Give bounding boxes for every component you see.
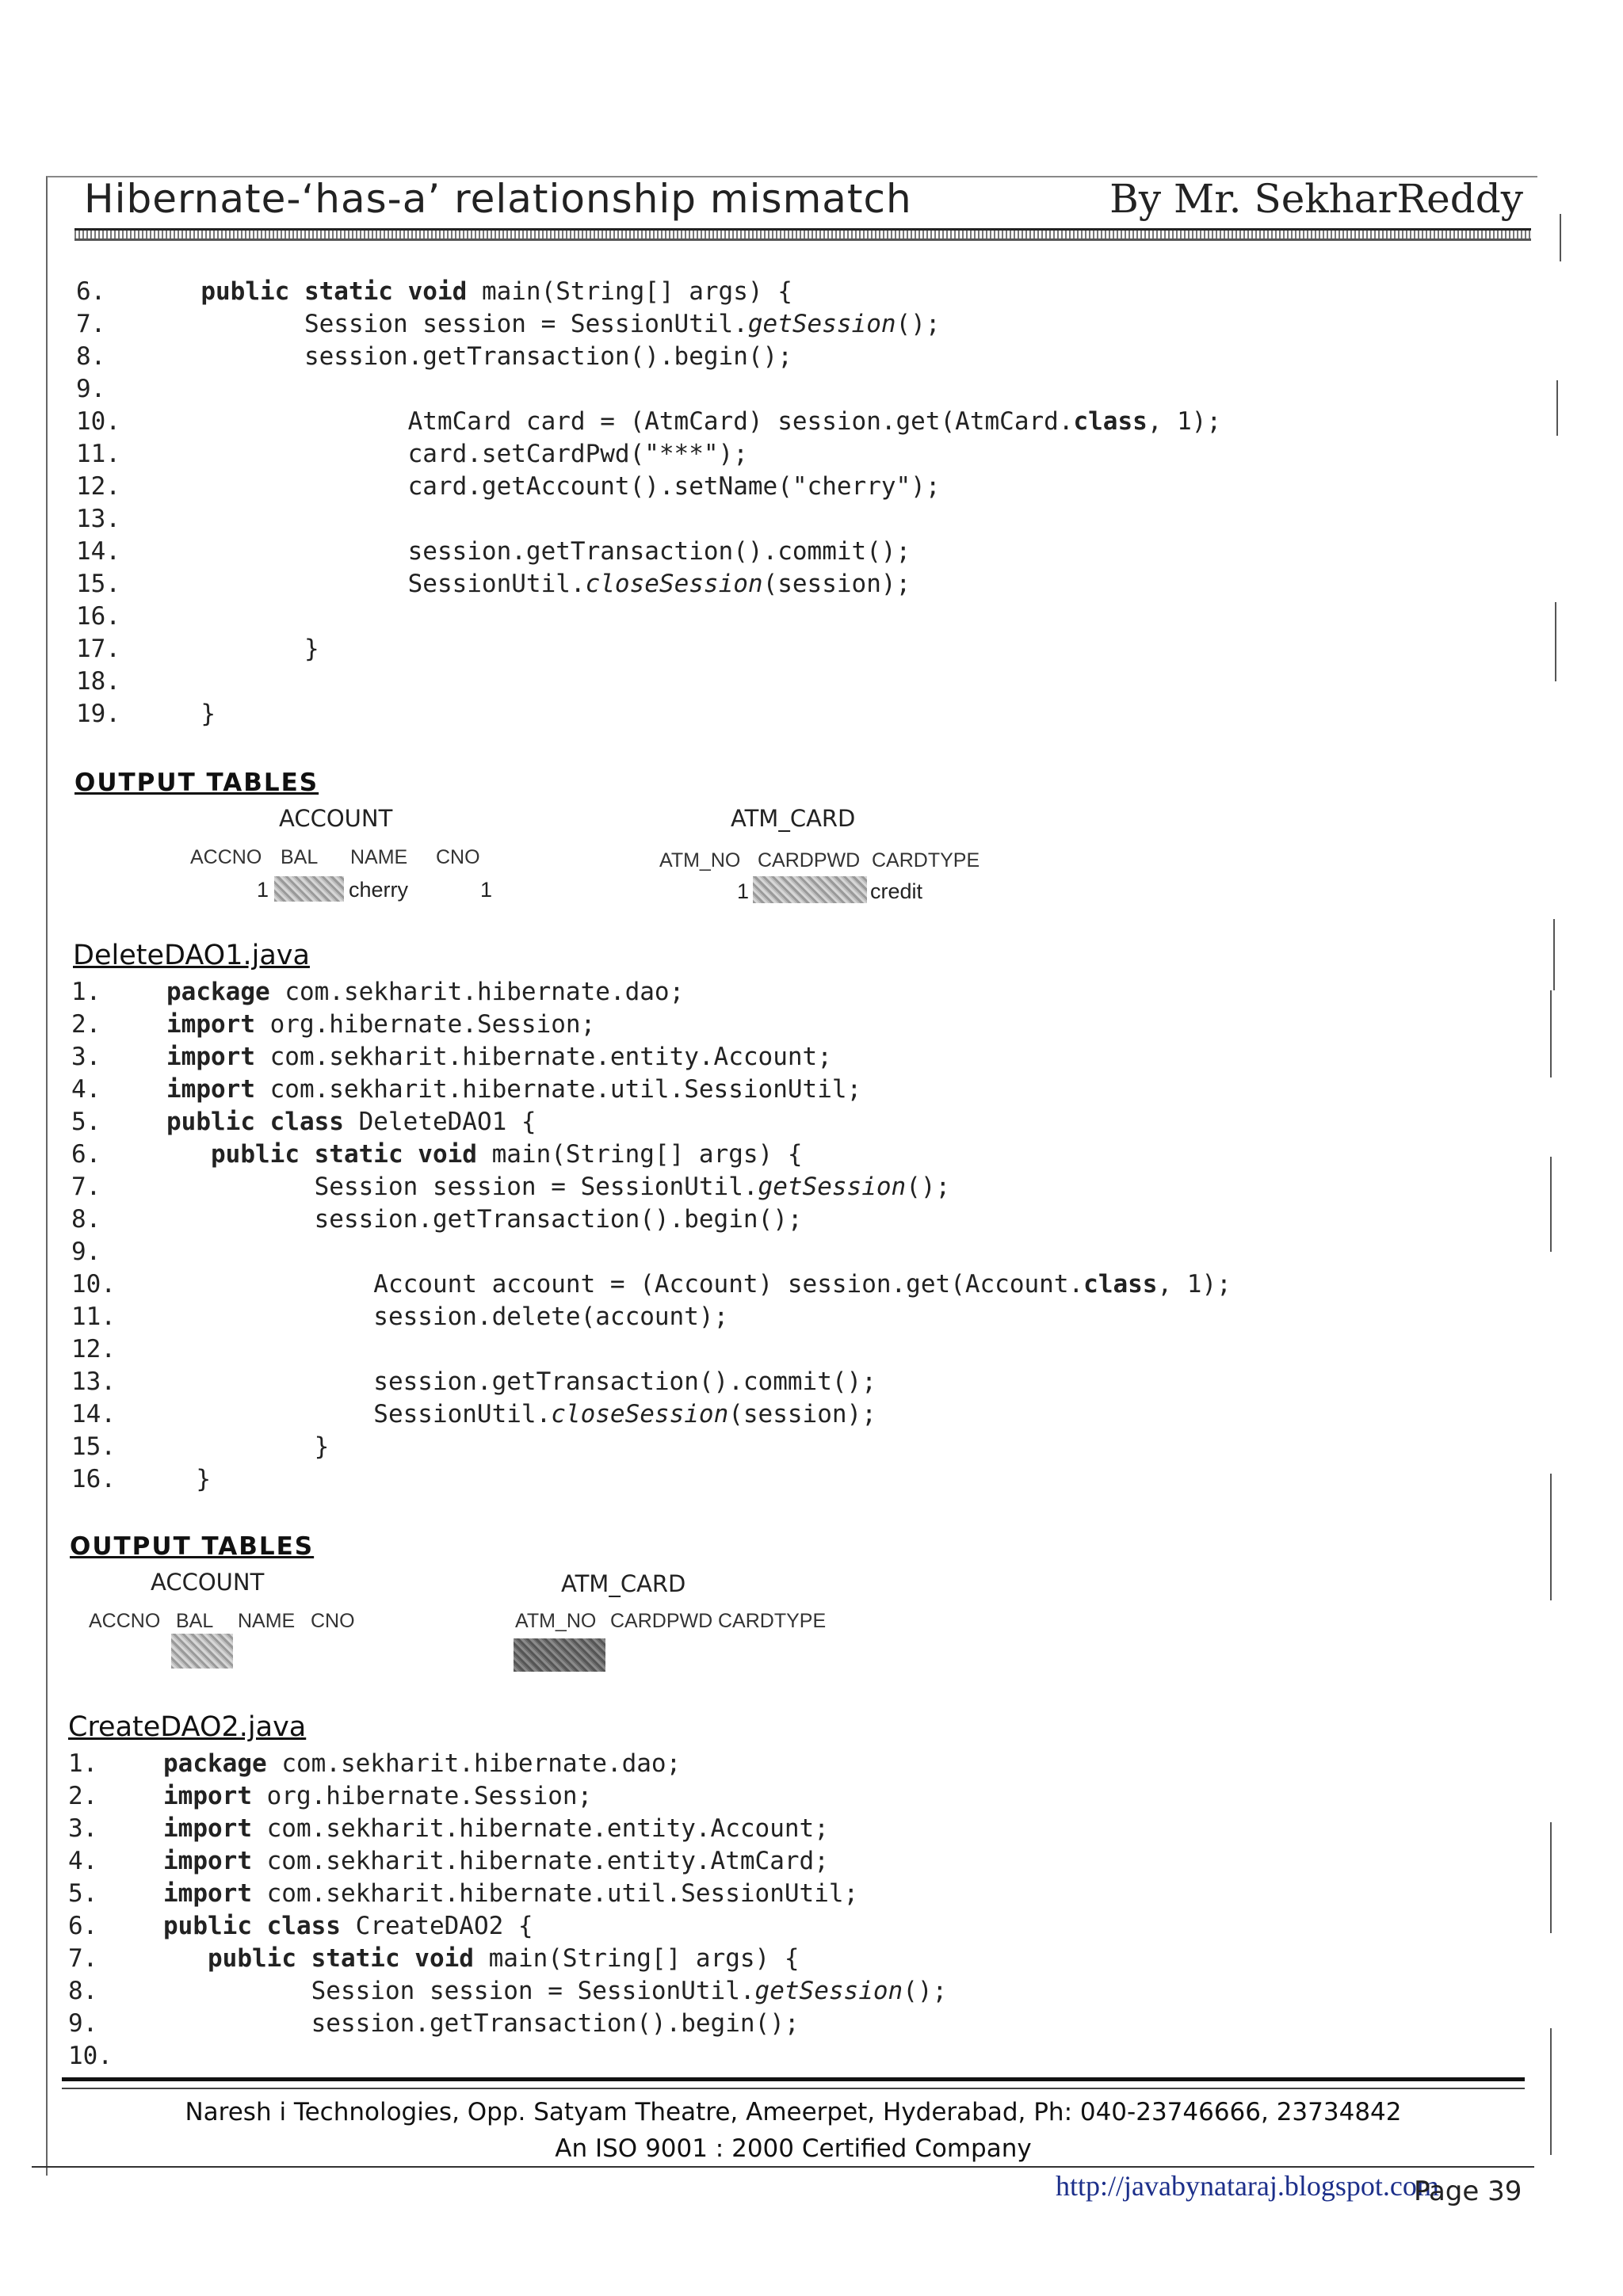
code-token: public static void [211, 1140, 477, 1169]
create-dao-code-block [68, 1748, 947, 2073]
atm-col-cardpwd: CARDPWD [758, 849, 861, 871]
account-empty-row-masked [171, 1634, 233, 1669]
footer-certification: An ISO 9001 : 2000 Certified Company [555, 2134, 1032, 2163]
code-token: public static void [208, 1944, 474, 1973]
line-number: 2. [68, 1782, 98, 1810]
code-token: com.sekharit.hibernate.util.SessionUtil; [251, 1879, 859, 1908]
code-token: session.getTransaction().begin(); [163, 2009, 800, 2038]
code-token: com.sekharit.hibernate.entity.Account; [251, 1814, 829, 1843]
line-number: 19. [76, 700, 120, 728]
code-token: (session); [728, 1400, 876, 1428]
code-token: import [166, 1043, 255, 1071]
code-line [71, 1106, 1232, 1138]
footer-address: Naresh i Technologies, Opp. Satyam Theatre, Ameerpet, Hyderabad, Ph: 040-23746666, 23734842 [185, 2098, 1402, 2126]
code-line [76, 601, 1221, 633]
code-token: } [171, 635, 319, 663]
footer-rule [62, 2077, 1525, 2089]
code-line [71, 1074, 1232, 1106]
code-line [76, 666, 1221, 698]
account-table-title-2: ACCOUNT [151, 1569, 265, 1596]
code-line [76, 503, 1221, 536]
code-token: SessionUtil. [166, 1400, 552, 1428]
atm-cell-atm-no: 1 [737, 879, 750, 903]
code-token: import [163, 1847, 252, 1875]
line-number: 6. [71, 1140, 101, 1169]
code-token: org.hibernate.Session; [254, 1010, 596, 1039]
line-number: 9. [68, 2009, 98, 2038]
code-token: DeleteDAO1 { [343, 1108, 537, 1136]
code-token: getSession [754, 1977, 903, 2005]
code-line [71, 976, 1232, 1009]
scan-edge-mark [1556, 380, 1558, 436]
code-token: Session session = SessionUtil. [163, 1977, 755, 2005]
line-number: 12. [76, 472, 120, 501]
account-col-bal-2: BAL [176, 1610, 214, 1632]
line-number: 8. [71, 1205, 101, 1234]
code-token: AtmCard card = (AtmCard) session.get(AtmCard. [171, 407, 1074, 436]
code-token: import [166, 1075, 255, 1104]
line-number: 13. [71, 1367, 116, 1396]
code-token: import [163, 1879, 252, 1908]
code-line [68, 1878, 947, 1910]
code-line [68, 1910, 947, 1943]
code-line [68, 2040, 947, 2073]
account-cell-cno: 1 [480, 878, 493, 902]
atm-cell-cardpwd-masked [753, 876, 867, 903]
line-number: 11. [76, 440, 120, 468]
code-token: session.getTransaction().commit(); [171, 537, 911, 566]
line-number: 9. [76, 375, 106, 403]
code-token: com.sekharit.hibernate.util.SessionUtil; [254, 1075, 862, 1104]
code-token: Account account = (Account) session.get(Account. [166, 1270, 1084, 1299]
code-line [71, 1366, 1232, 1398]
create-dao-file-heading: CreateDAO2.java [68, 1711, 307, 1743]
code-token: session.delete(account); [166, 1302, 729, 1331]
code-token: com.sekharit.hibernate.dao; [266, 1749, 682, 1778]
code-token [171, 277, 200, 306]
code-line [71, 1009, 1232, 1041]
account-col-accno-2: ACCNO [89, 1610, 161, 1632]
line-number: 1. [68, 1749, 98, 1778]
code-line [71, 1398, 1232, 1431]
code-token: public class [166, 1108, 344, 1136]
line-number: 10. [68, 2042, 113, 2070]
scan-edge-mark [1550, 1822, 1552, 1933]
code-token: main(String[] args) { [473, 1944, 800, 1973]
scan-edge-mark [1550, 2028, 1552, 2155]
code-token: public class [163, 1912, 341, 1940]
code-token: card.getAccount().setName("cherry"); [171, 472, 941, 501]
account-cell-bal-masked [274, 876, 344, 902]
line-number: 2. [71, 1010, 101, 1039]
code-line [76, 373, 1221, 406]
account-col-bal: BAL [281, 846, 319, 868]
code-line [68, 1975, 947, 2008]
code-token: import [163, 1782, 252, 1810]
code-token: closeSession [551, 1400, 729, 1428]
code-token: , 1); [1147, 407, 1222, 436]
page-author: By Mr. SekharReddy [1109, 176, 1523, 222]
code-line [68, 1748, 947, 1780]
code-token: main(String[] args) { [476, 1140, 803, 1169]
code-token: package [163, 1749, 267, 1778]
code-line [71, 1301, 1232, 1333]
delete-dao-file-heading: DeleteDAO1.java [73, 940, 310, 971]
line-number: 11. [71, 1302, 116, 1331]
output-tables-heading: OUTPUT TABLES [74, 769, 319, 797]
code-block-main-continuation [76, 276, 1221, 730]
atm-col-cardpwd-2: CARDPWD [610, 1610, 713, 1632]
line-number: 3. [71, 1043, 101, 1071]
atm-col-atm-no-2: ATM_NO [515, 1610, 597, 1632]
code-line [71, 1138, 1232, 1171]
account-col-name-2: NAME [238, 1610, 296, 1632]
output-tables-heading-2: OUTPUT TABLES [70, 1532, 315, 1561]
code-line [76, 276, 1221, 308]
code-token: SessionUtil. [171, 570, 586, 598]
code-line [68, 1780, 947, 1813]
code-token: , 1); [1157, 1270, 1232, 1299]
code-token: class [1083, 1270, 1158, 1299]
code-line [76, 536, 1221, 568]
code-line [71, 1236, 1232, 1268]
line-number: 4. [71, 1075, 101, 1104]
delete-dao-code-block [71, 976, 1232, 1496]
scan-edge-mark [1555, 602, 1556, 681]
code-token: public static void [200, 277, 468, 306]
header-rule [74, 228, 1531, 241]
code-token: com.sekharit.hibernate.entity.Account; [254, 1043, 832, 1071]
code-token: import [163, 1814, 252, 1843]
code-token: card.setCardPwd("***"); [171, 440, 748, 468]
code-line [71, 1041, 1232, 1074]
line-number: 4. [68, 1847, 98, 1875]
code-token: main(String[] args) { [467, 277, 792, 306]
code-token: class [1073, 407, 1148, 436]
line-number: 9. [71, 1238, 101, 1266]
code-token [166, 1140, 211, 1169]
code-line [71, 1203, 1232, 1236]
code-token: com.sekharit.hibernate.entity.AtmCard; [251, 1847, 829, 1875]
code-token: com.sekharit.hibernate.dao; [269, 978, 685, 1006]
line-number: 7. [76, 310, 106, 338]
scan-edge-mark [1553, 919, 1555, 990]
code-token: getSession [758, 1173, 907, 1201]
atm-col-cardtype: CARDTYPE [872, 849, 980, 871]
code-line [68, 1845, 947, 1878]
code-line [76, 568, 1221, 601]
account-col-cno-2: CNO [311, 1610, 355, 1632]
line-number: 15. [76, 570, 120, 598]
code-line [76, 308, 1221, 341]
footer-url-link[interactable]: http://javabynataraj.blogspot.com [1056, 2170, 1439, 2202]
footer-bottom-rule [32, 2166, 1534, 2168]
line-number: 7. [68, 1944, 98, 1973]
line-number: 8. [68, 1977, 98, 2005]
code-line [71, 1431, 1232, 1463]
page-number: Page 39 [1414, 2176, 1522, 2207]
scan-edge-mark [1550, 1157, 1552, 1252]
line-number: 12. [71, 1335, 116, 1363]
account-col-accno: ACCNO [190, 846, 262, 868]
line-number: 13. [76, 505, 120, 533]
scan-edge-mark [1550, 990, 1552, 1077]
line-number: 14. [76, 537, 120, 566]
line-number: 1. [71, 978, 101, 1006]
code-line [71, 1171, 1232, 1203]
line-number: 5. [68, 1879, 98, 1908]
line-number: 7. [71, 1173, 101, 1201]
code-token: getSession [747, 310, 896, 338]
code-token: } [166, 1432, 330, 1461]
code-line [68, 1813, 947, 1845]
atm-col-cardtype-2: CARDTYPE [718, 1610, 827, 1632]
code-token: session.getTransaction().begin(); [171, 342, 792, 371]
line-number: 6. [76, 277, 106, 306]
page-title: Hibernate-‘has-a’ relationship mismatch [84, 176, 912, 222]
code-token: CreateDAO2 { [340, 1912, 533, 1940]
code-line [76, 438, 1221, 471]
code-token: Session session = SessionUtil. [171, 310, 748, 338]
code-line [76, 698, 1221, 730]
code-token: Session session = SessionUtil. [166, 1173, 758, 1201]
line-number: 10. [71, 1270, 116, 1299]
code-token: (); [906, 1173, 951, 1201]
account-cell-name: cherry [349, 878, 409, 902]
atm-card-table-title: ATM_CARD [731, 805, 856, 832]
account-cell-accno: 1 [257, 878, 269, 902]
code-line [71, 1463, 1232, 1496]
code-token: session.getTransaction().begin(); [166, 1205, 803, 1234]
line-number: 18. [76, 667, 120, 696]
account-col-name: NAME [350, 846, 408, 868]
line-number: 10. [76, 407, 120, 436]
code-token: } [166, 1465, 211, 1493]
line-number: 17. [76, 635, 120, 663]
line-number: 15. [71, 1432, 116, 1461]
code-token: closeSession [585, 570, 763, 598]
code-token: } [171, 700, 216, 728]
code-line [76, 471, 1221, 503]
atm-col-atm-no: ATM_NO [659, 849, 741, 871]
code-line [71, 1268, 1232, 1301]
code-line [68, 2008, 947, 2040]
atm-card-table-title-2: ATM_CARD [561, 1570, 686, 1597]
line-number: 14. [71, 1400, 116, 1428]
code-token: (); [903, 1977, 948, 2005]
code-line [71, 1333, 1232, 1366]
scan-edge-mark [1560, 214, 1561, 261]
line-number: 8. [76, 342, 106, 371]
code-token: session.getTransaction().commit(); [166, 1367, 876, 1396]
code-token: package [166, 978, 270, 1006]
code-line [68, 1943, 947, 1975]
line-number: 6. [68, 1912, 98, 1940]
atm-empty-row-masked [514, 1638, 605, 1672]
account-table-title: ACCOUNT [279, 805, 393, 832]
line-number: 5. [71, 1108, 101, 1136]
code-token: (session); [762, 570, 911, 598]
line-number: 3. [68, 1814, 98, 1843]
code-token: import [166, 1010, 255, 1039]
code-token [163, 1944, 208, 1973]
code-token: org.hibernate.Session; [251, 1782, 593, 1810]
atm-cell-cardtype: credit [870, 879, 923, 903]
code-line [76, 406, 1221, 438]
code-token: (); [896, 310, 941, 338]
scan-edge-mark [1550, 1474, 1552, 1600]
code-line [76, 341, 1221, 373]
line-number: 16. [76, 602, 120, 631]
code-line [76, 633, 1221, 666]
account-col-cno: CNO [436, 846, 480, 868]
line-number: 16. [71, 1465, 116, 1493]
